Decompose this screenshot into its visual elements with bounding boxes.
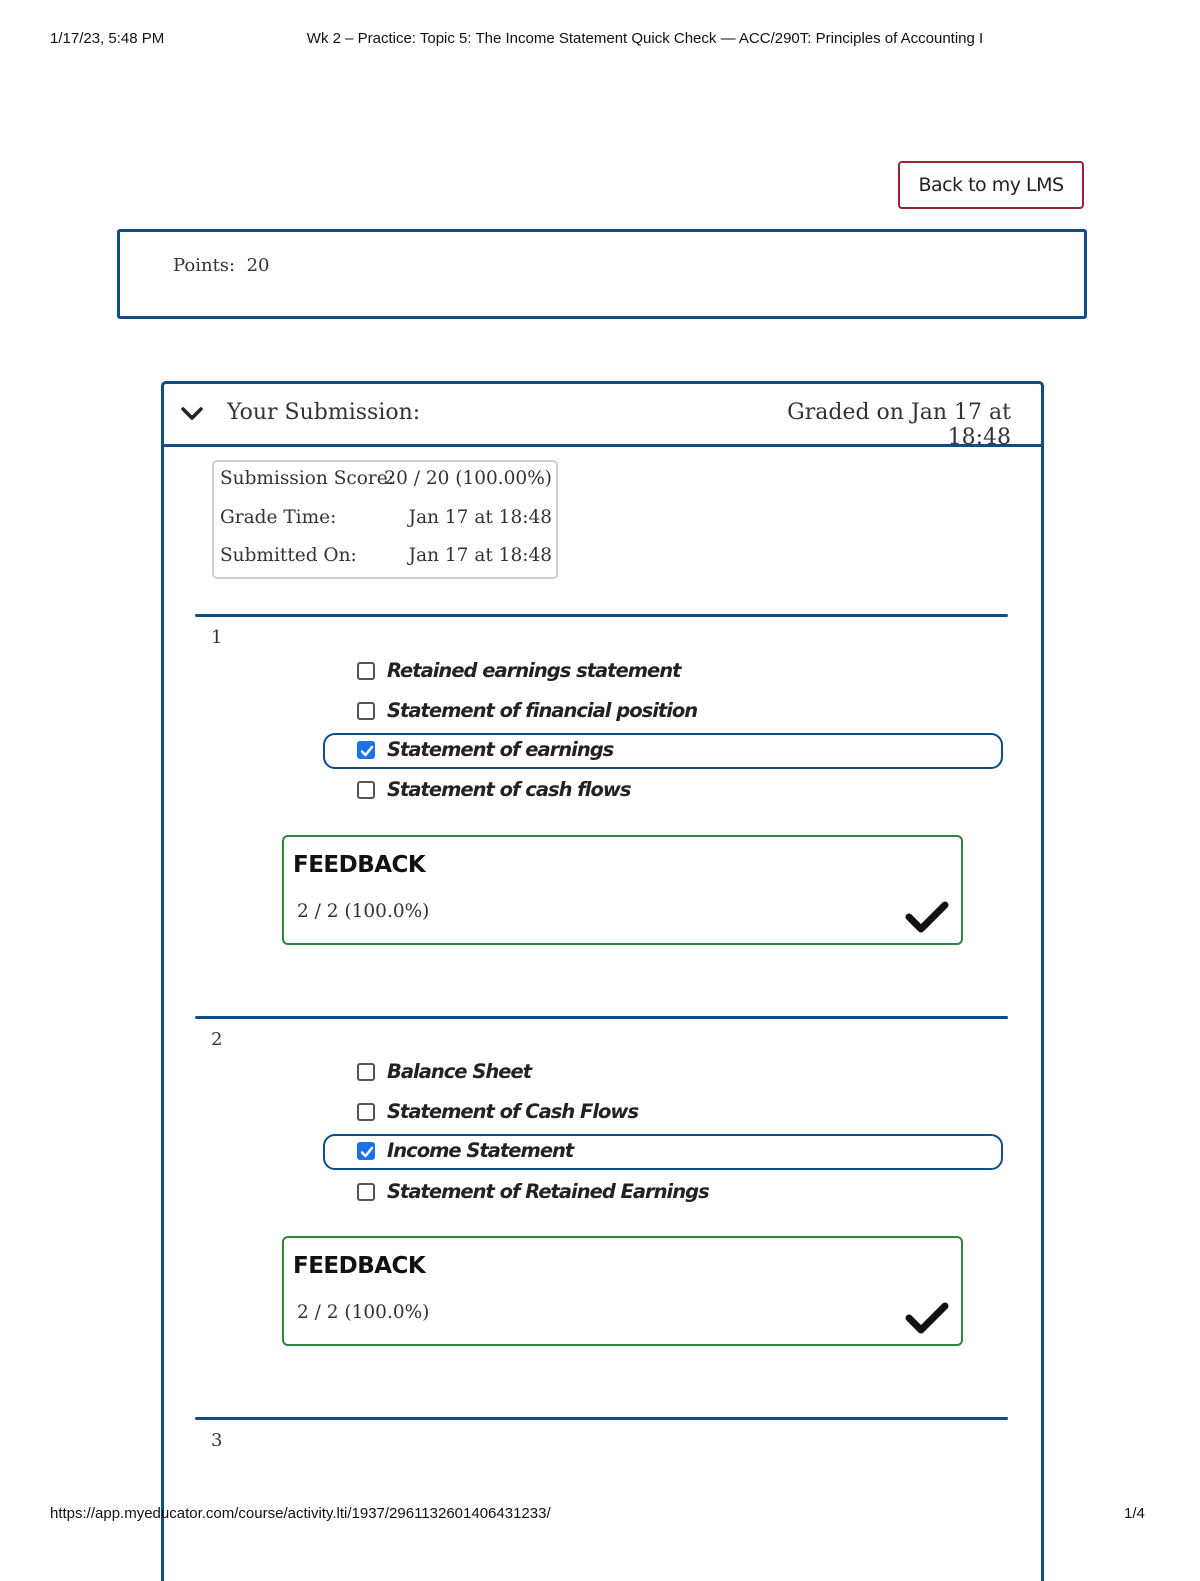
points-label: Points: xyxy=(173,255,236,276)
question-divider xyxy=(195,614,1008,617)
option-label: Statement of Cash Flows xyxy=(387,1100,639,1123)
feedback-score: 2 / 2 (100.0%) xyxy=(297,1302,430,1323)
checkbox-unchecked[interactable] xyxy=(357,662,375,680)
option-label: Retained earnings statement xyxy=(387,659,681,682)
score-label: Submission Score: xyxy=(220,468,394,489)
checkbox-checked[interactable] xyxy=(357,741,375,759)
checkbox-unchecked[interactable] xyxy=(357,1183,375,1201)
submitted-on-label: Submitted On: xyxy=(220,545,357,566)
option-label: Income Statement xyxy=(387,1139,574,1162)
question-divider xyxy=(195,1417,1008,1420)
feedback-box xyxy=(282,1236,963,1346)
points-panel xyxy=(117,229,1087,319)
submission-score-box xyxy=(212,460,558,579)
print-datetime: 1/17/23, 5:48 PM xyxy=(50,30,165,47)
answer-option-selected[interactable] xyxy=(323,733,1003,769)
feedback-title: FEEDBACK xyxy=(293,1253,426,1279)
answer-option[interactable] xyxy=(323,654,1003,690)
print-page-title: Wk 2 – Practice: Topic 5: The Income Statement Quick Check — ACC/290T: Principles of Accounting I xyxy=(306,30,984,47)
graded-on-text: Graded on Jan 17 at 18:48 xyxy=(787,400,1011,450)
question-number: 1 xyxy=(211,627,223,648)
question-number: 2 xyxy=(211,1029,223,1050)
check-icon xyxy=(905,900,949,934)
check-icon xyxy=(905,1301,949,1335)
score-value: 20 / 20 (100.00%) xyxy=(384,468,552,489)
checkmark-icon xyxy=(360,1145,374,1159)
checkmark-icon xyxy=(360,744,374,758)
answer-option[interactable] xyxy=(323,1175,1003,1211)
print-page-number: 1/4 xyxy=(1124,1505,1145,1522)
option-label: Statement of financial position xyxy=(387,699,698,722)
answer-option[interactable] xyxy=(323,1055,1003,1091)
option-label: Statement of earnings xyxy=(387,738,614,761)
grade-time-value: Jan 17 at 18:48 xyxy=(408,507,552,528)
grade-time-label: Grade Time: xyxy=(220,507,337,528)
checkbox-unchecked[interactable] xyxy=(357,1103,375,1121)
answer-option-selected[interactable] xyxy=(323,1134,1003,1170)
answer-option[interactable] xyxy=(323,773,1003,809)
answer-option[interactable] xyxy=(323,1095,1003,1131)
submitted-on-value: Jan 17 at 18:48 xyxy=(408,545,552,566)
option-label: Statement of cash flows xyxy=(387,778,631,801)
feedback-score: 2 / 2 (100.0%) xyxy=(297,901,430,922)
points-display xyxy=(173,255,269,276)
option-label: Statement of Retained Earnings xyxy=(387,1180,709,1203)
submitted-on-row xyxy=(220,545,552,575)
chevron-down-icon xyxy=(180,404,204,424)
option-label: Balance Sheet xyxy=(387,1060,532,1083)
checkbox-checked[interactable] xyxy=(357,1142,375,1160)
points-value: 20 xyxy=(246,255,270,276)
feedback-title: FEEDBACK xyxy=(293,852,426,878)
checkbox-unchecked[interactable] xyxy=(357,1063,375,1081)
question-number: 3 xyxy=(211,1430,223,1451)
submission-panel xyxy=(161,381,1044,1581)
back-to-lms-button[interactable]: Back to my LMS xyxy=(898,161,1084,209)
checkbox-unchecked[interactable] xyxy=(357,702,375,720)
checkbox-unchecked[interactable] xyxy=(357,781,375,799)
question-divider xyxy=(195,1016,1008,1019)
submission-header-toggle[interactable] xyxy=(164,384,1041,450)
answer-option[interactable] xyxy=(323,694,1003,730)
submission-title: Your Submission: xyxy=(227,400,421,425)
score-row xyxy=(220,468,552,498)
grade-time-row xyxy=(220,507,552,537)
print-url: https://app.myeducator.com/course/activity.lti/1937/2961132601406431233/ xyxy=(50,1505,551,1522)
feedback-box xyxy=(282,835,963,945)
